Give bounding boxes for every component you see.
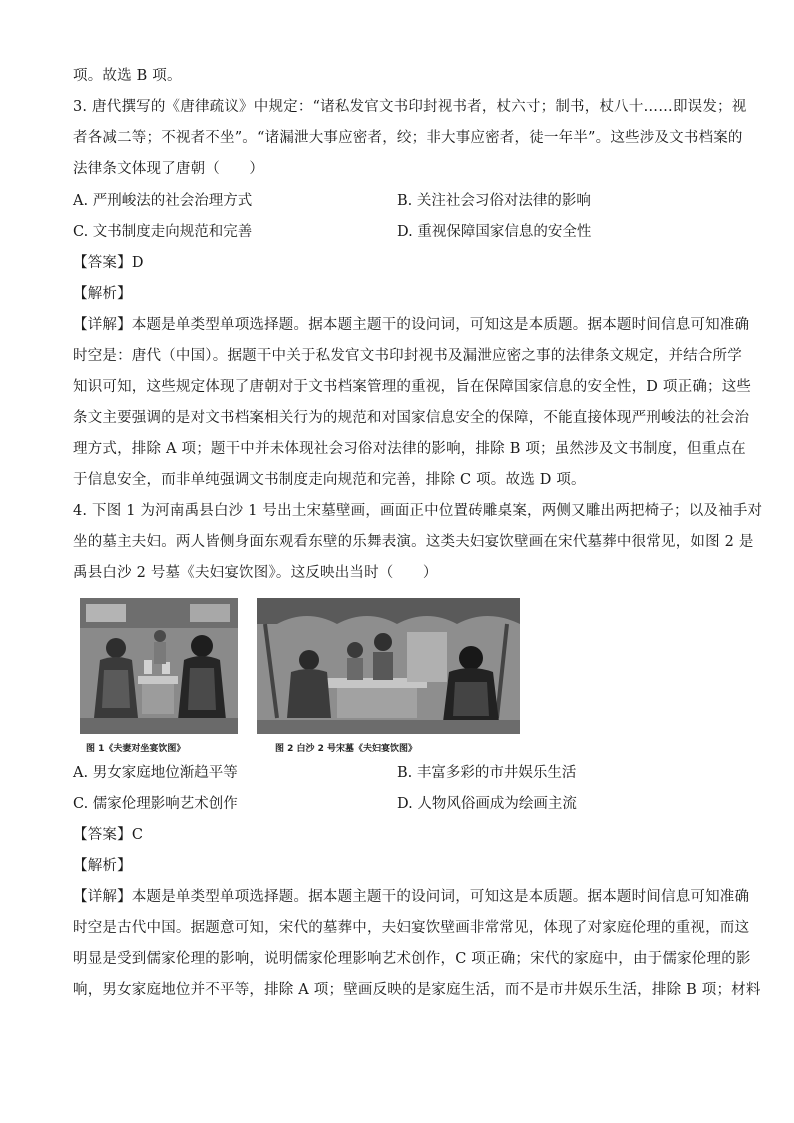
q3-option-d: D. 重视保障国家信息的安全性 (397, 224, 592, 240)
figure-1-mural-image (80, 598, 238, 734)
q4-stem-line-1: 4. 下图 1 为河南禹县白沙 1 号出土宋墓壁画，画面正中位置砖雕桌案，两侧又雕出两把椅子；以及袖手对 (73, 503, 763, 519)
detail-tag: 【详解】 (73, 317, 132, 333)
q4-detail-line-2: 时空是古代中国。据题意可知，宋代的墓葬中，夫妇宴饮壁画非常常见，体现了对家庭伦理的重视，而这 (73, 920, 750, 936)
q4-answer-line (73, 825, 723, 845)
q3-detail-line-2: 时空是：唐代（中国）。据题干中关于私发官文书印封视书及漏泄应密之事的法律条文规定，并结合所学 (73, 348, 742, 364)
detail-tag: 【详解】 (73, 889, 132, 905)
q3-option-b: B. 关注社会习俗对法律的影响 (397, 193, 591, 209)
figure-1-caption: 图 1《夫妻对坐宴饮图》 (86, 744, 186, 754)
q4-detail-line-3: 明显是受到儒家伦理的影响，说明儒家伦理影响艺术创作，C 项正确；宋代的家庭中，由于儒家伦理的影 (73, 951, 751, 967)
q4-option-c: C. 儒家伦理影响艺术创作 (73, 796, 238, 812)
q4-answer-value: C (131, 827, 144, 843)
q3-stem-line-1: 3. 唐代撰写的《唐律疏议》中规定：“诸私发官文书印封视书者，杖六寸；制书，杖八十……即误发；视 (73, 99, 747, 115)
q3-detail-line-4: 条文主要强调的是对文书档案相关行为的规范和对国家信息安全的保障，不能直接体现严刑峻法的社会治 (73, 410, 750, 426)
q3-detail-line-1 (73, 315, 750, 335)
q3-stem-line-2: 者各减二等；不视者不坐”。“诸漏泄大事应密者，绞；非大事应密者，徒一年半”。这些涉及文书档案的 (73, 130, 743, 146)
answer-tag: 【答案】 (73, 255, 132, 271)
q4-option-a: A. 男女家庭地位渐趋平等 (73, 765, 238, 781)
q3-detail-line-5: 理方式，排除 A 项；题干中并未体现社会习俗对法律的影响，排除 B 项；虽然涉及文书制度，但重点在 (73, 441, 746, 457)
q3-detail-line-6: 于信息安全，而非单纯强调文书制度走向规范和完善，排除 C 项。故选 D 项。 (73, 472, 586, 488)
q3-answer-line (73, 253, 723, 273)
figure-2-caption: 图 2 白沙 2 号宋墓《夫妇宴饮图》 (275, 744, 418, 754)
q4-stem-line-2: 坐的墓主夫妇。两人皆侧身面东观看东壁的乐舞表演。这类夫妇宴饮壁画在宋代墓葬中很常见，如图 2 是 (73, 534, 754, 550)
q4-detail-line-4: 响，男女家庭地位并不平等，排除 A 项；壁画反映的是家庭生活，而不是市井娱乐生活，排除 B 项；材料 (73, 982, 761, 998)
q3-option-a: A. 严刑峻法的社会治理方式 (73, 193, 253, 209)
q3-analysis-tag: 【解析】 (73, 286, 132, 302)
q3-stem-line-3: 法律条文体现了唐朝（ ） (73, 161, 265, 177)
q3-option-c: C. 文书制度走向规范和完善 (73, 224, 253, 240)
intro-text: 项。故选 B 项。 (73, 68, 182, 84)
figure-2-mural-image (257, 598, 520, 734)
q3-detail-text-1: 本题是单类型单项选择题。据本题主题干的设问词，可知这是本质题。据本题时间信息可知准确 (131, 317, 750, 333)
q4-detail-line-1 (73, 887, 750, 907)
answer-tag: 【答案】 (73, 827, 132, 843)
q3-answer-value: D (131, 255, 144, 271)
q4-analysis-tag: 【解析】 (73, 858, 132, 874)
q4-stem-line-3: 禹县白沙 2 号墓《夫妇宴饮图》。这反映出当时（ ） (73, 565, 438, 581)
q4-option-b: B. 丰富多彩的市井娱乐生活 (397, 765, 577, 781)
q4-detail-text-1: 本题是单类型单项选择题。据本题主题干的设问词，可知这是本质题。据本题时间信息可知准确 (131, 889, 750, 905)
q4-option-d: D. 人物风俗画成为绘画主流 (397, 796, 577, 812)
q3-detail-line-3: 知识可知，这些规定体现了唐朝对于文书档案管理的重视，旨在保障国家信息的安全性，D 项正确；这些 (73, 379, 752, 395)
